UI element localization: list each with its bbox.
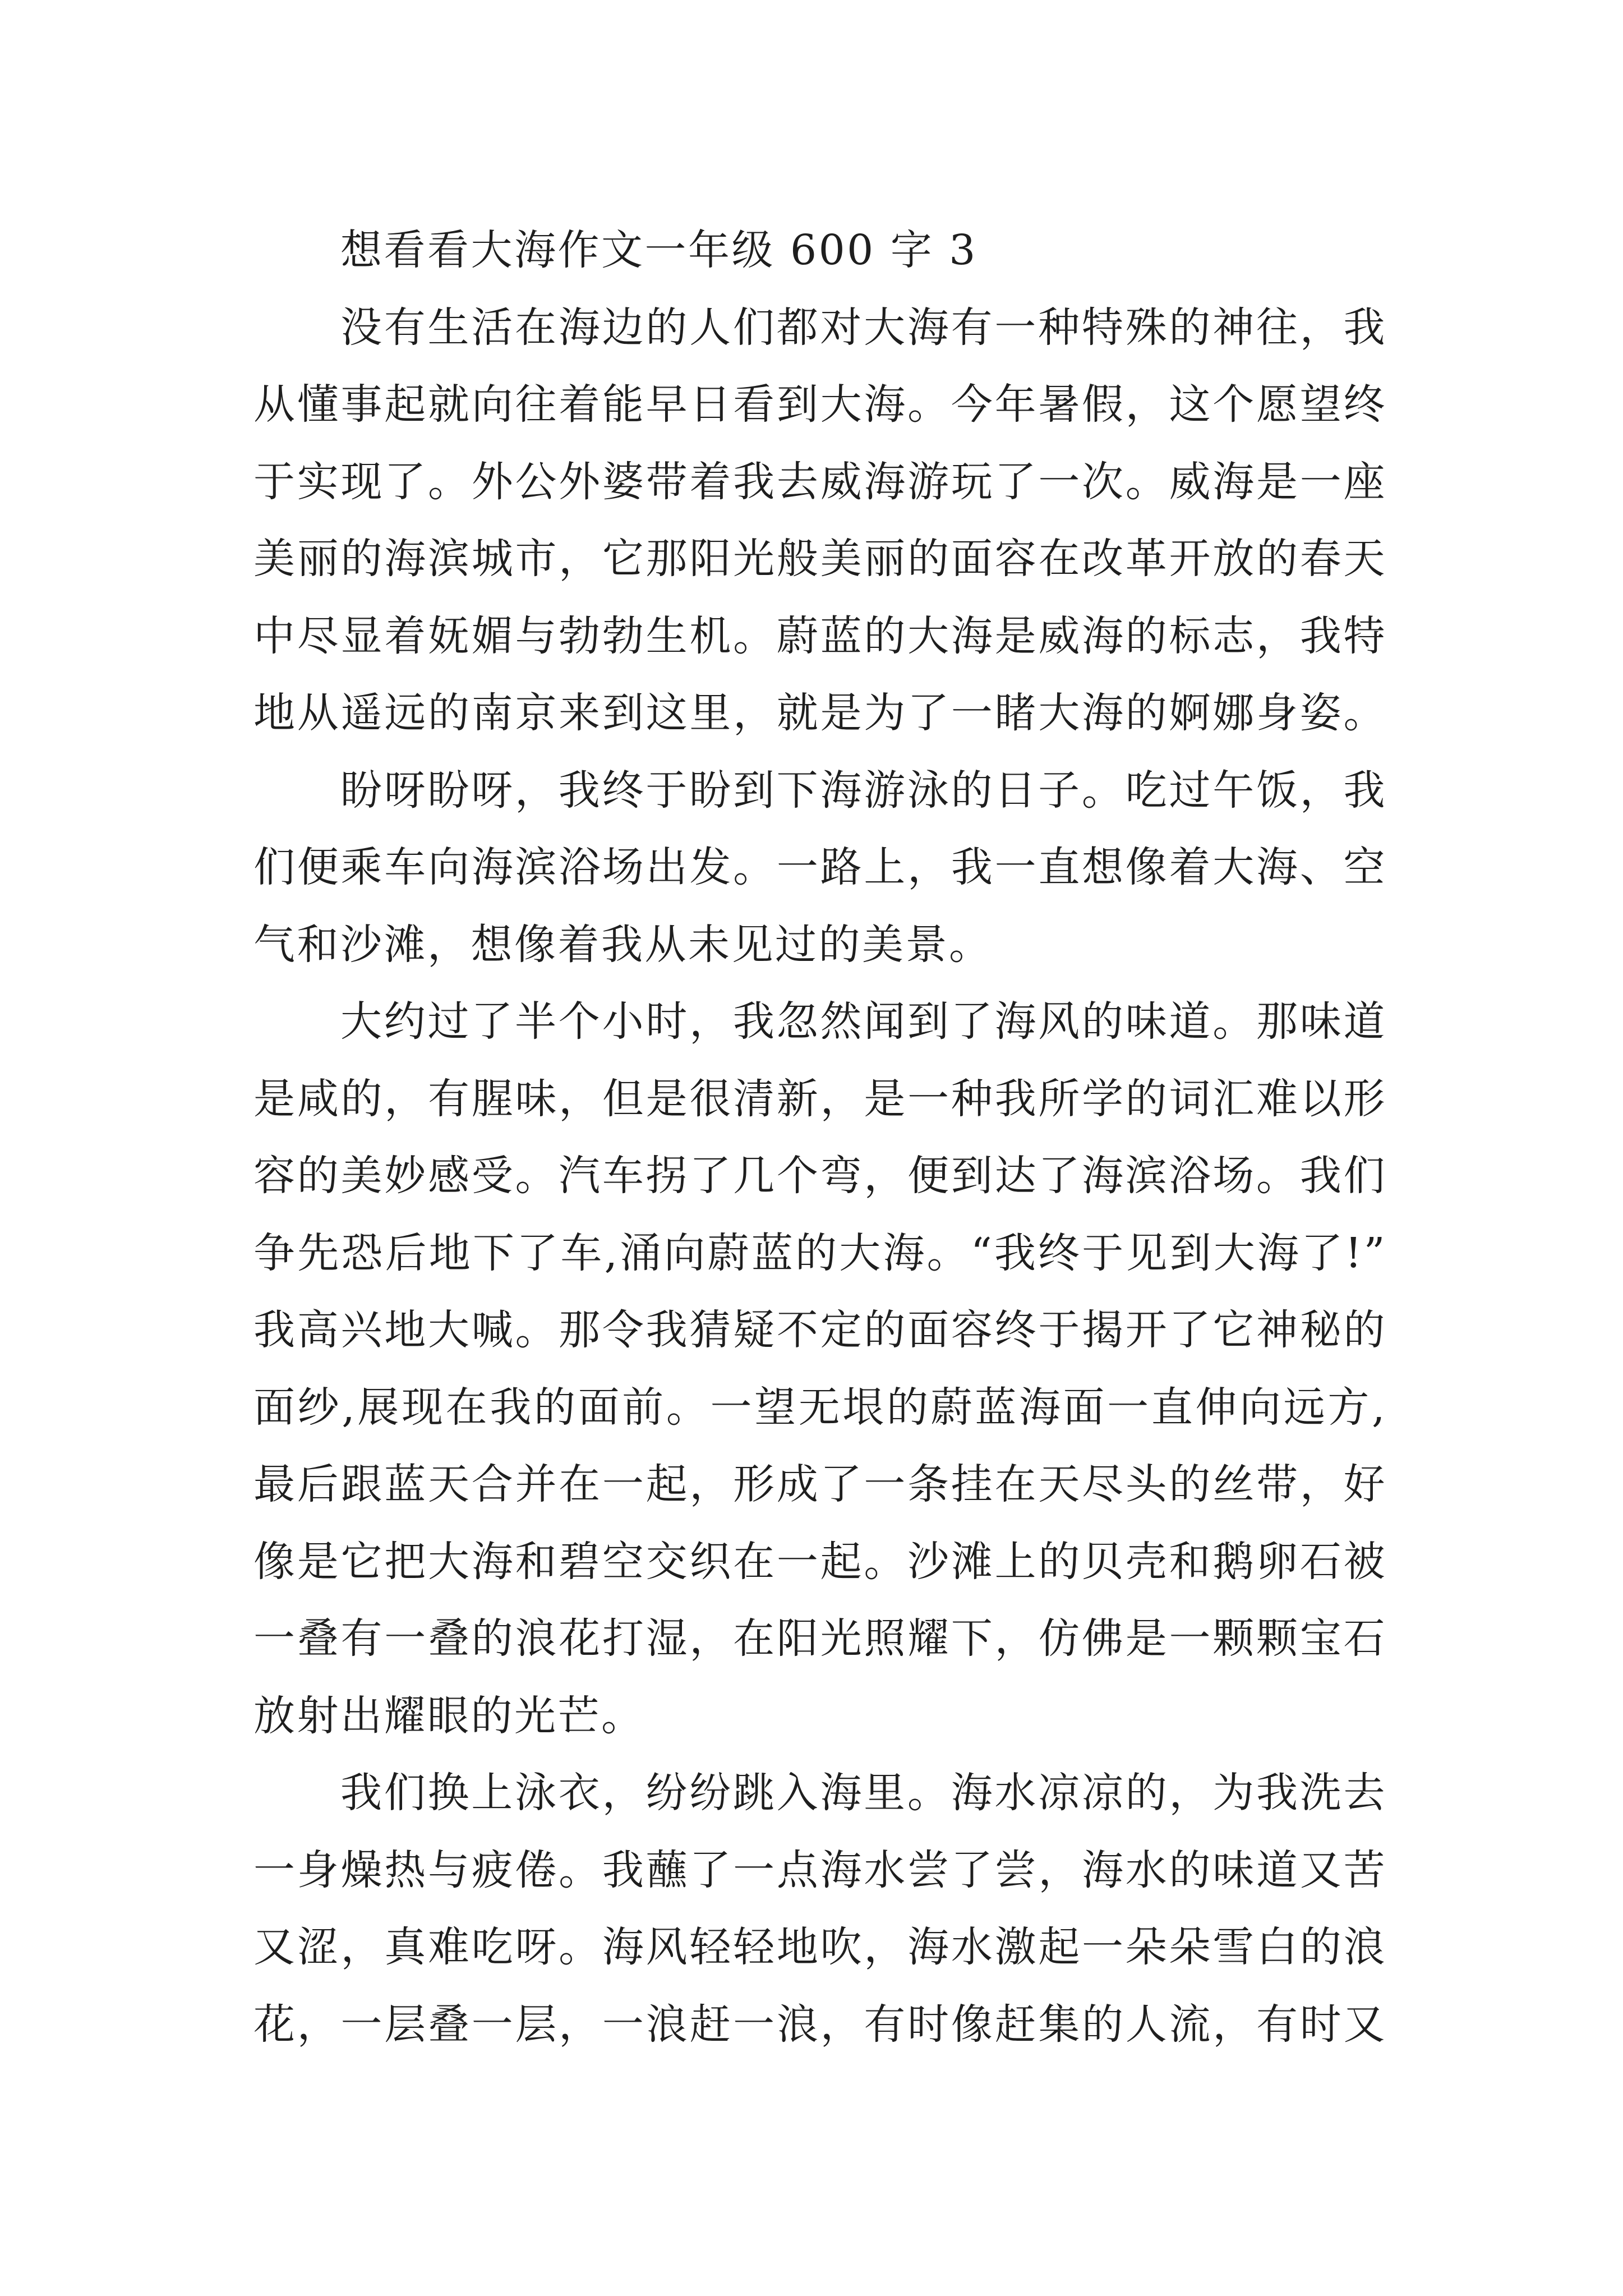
paragraph-line: 是咸的，有腥味，但是很清新，是一种我所学的词汇难以形 — [253, 1074, 1387, 1123]
paragraph-line: 没有生活在海边的人们都对大海有一种特殊的神往，我 — [340, 303, 1387, 352]
paragraph-line: 容的美妙感受。汽车拐了几个弯，便到达了海滨浴场。我们 — [253, 1152, 1387, 1200]
paragraph-1 — [253, 289, 1387, 752]
paragraph-line: 花，一层叠一层，一浪赶一浪，有时像赶集的人流，有时又 — [253, 2000, 1387, 2049]
paragraph-line: 美丽的海滨城市，它那阳光般美丽的面容在改革开放的春天 — [253, 535, 1387, 583]
paragraph-line: 面纱,展现在我的面前。一望无垠的蔚蓝海面一直伸向远方, — [253, 1383, 1387, 1432]
paragraph-line: 一叠有一叠的浪花打湿，在阳光照耀下，仿佛是一颗颗宝石 — [253, 1614, 1387, 1663]
paragraph-line: 最后跟蓝天合并在一起，形成了一条挂在天尽头的丝带，好 — [253, 1460, 1387, 1508]
essay-body — [253, 212, 1387, 2063]
paragraph-line: 大约过了半个小时，我忽然闻到了海风的味道。那味道 — [340, 997, 1387, 1046]
paragraph-line: 盼呀盼呀，我终于盼到下海游泳的日子。吃过午饭，我 — [340, 766, 1387, 815]
paragraph-line: 中尽显着妩媚与勃勃生机。蔚蓝的大海是威海的标志，我特 — [253, 611, 1387, 660]
paragraph-line: 一身燥热与疲倦。我蘸了一点海水尝了尝，海水的味道又苦 — [253, 1846, 1387, 1894]
paragraph-line: 我们换上泳衣，纷纷跳入海里。海水凉凉的，为我洗去 — [340, 1769, 1387, 1817]
paragraph-line: 于实现了。外公外婆带着我去威海游玩了一次。威海是一座 — [253, 457, 1387, 506]
paragraph-line: 气和沙滩，想像着我从未见过的美景。 — [253, 920, 993, 969]
paragraph-line: 争先恐后地下了车,涌向蔚蓝的大海。“我终于见到大海了!” — [253, 1228, 1387, 1277]
paragraph-line: 地从遥远的南京来到这里，就是为了一睹大海的婀娜身姿。 — [253, 689, 1387, 737]
paragraph-3 — [253, 983, 1387, 1755]
paragraph-line: 像是它把大海和碧空交织在一起。沙滩上的贝壳和鹅卵石被 — [253, 1537, 1387, 1586]
paragraph-line: 我高兴地大喊。那令我猜疑不定的面容终于揭开了它神秘的 — [253, 1306, 1387, 1354]
paragraph-line: 们便乘车向海滨浴场出发。一路上，我一直想像着大海、空 — [253, 843, 1387, 891]
paragraph-line: 又涩，真难吃呀。海风轻轻地吹，海水激起一朵朵雪白的浪 — [253, 1923, 1387, 1971]
paragraph-line: 从懂事起就向往着能早日看到大海。今年暑假，这个愿望终 — [253, 380, 1387, 429]
paragraph-line: 放射出耀眼的光芒。 — [253, 1691, 645, 1740]
document-title: 想看看大海作文一年级 600 字 3 — [340, 226, 978, 274]
paragraph-2 — [253, 752, 1387, 984]
paragraph-4 — [253, 1755, 1387, 2063]
